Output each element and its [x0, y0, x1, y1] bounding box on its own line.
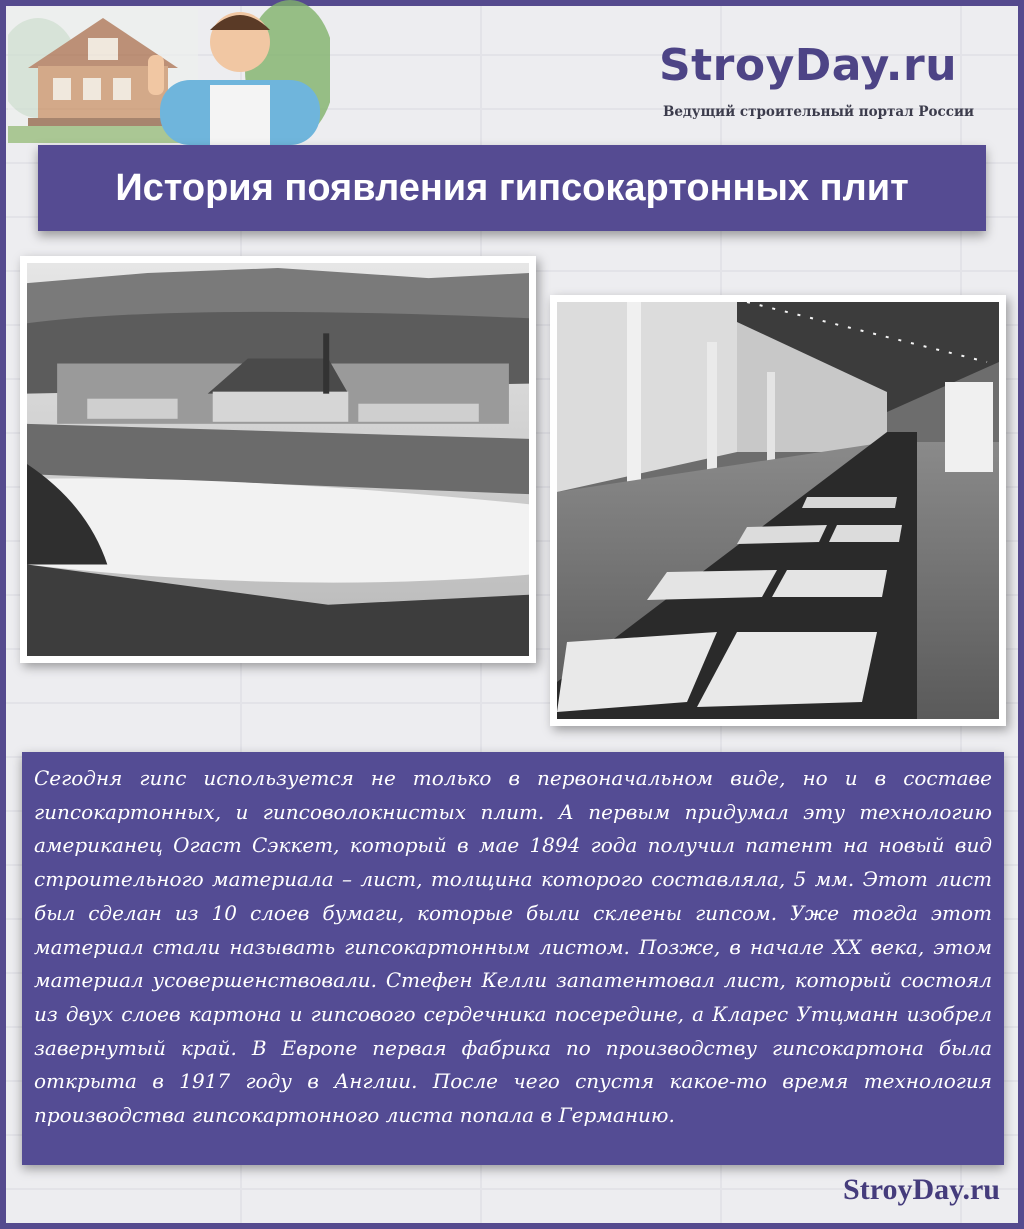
- article-text: Сегодня гипс используется не только в первоначальном виде, но и в составе гипсокартонных, и гипсоволокнистых плит. А первым придумал эту технологию американец Огаст Сэккет, который в мае 1894 года получил патент на новый вид строительного материала – лист, толщина которого составляла, 5 мм. Этот лист был сделан из 10 слоев бумаги, которые были склеены гипсом. Уже тогда этот материал стали называть гипсокартонным листом. Позже, в начале XX века, этом материал усовершенствовали. Стефен Келли запатентовал лист, который состоял из двух слоев картона и гипсового сердечника посередине, а Кларес Утцманн изобрел завернутый край. В Европе первая фабрика по производству гипсокартона была открыта в 1917 году в Англии. После чего спустя какое-то время технология производства гипсокартонного листа попала в Германию.: [34, 766, 992, 1128]
- page-title: История появления гипсокартонных плит: [115, 166, 909, 209]
- site-tagline: Ведущий строительный портал России: [662, 104, 974, 120]
- article-text-box: [22, 752, 1004, 1165]
- site-logo[interactable]: StroyDay.ru: [658, 40, 958, 91]
- production-line-photo: [550, 295, 1006, 726]
- worker-illustration: [140, 0, 330, 145]
- historic-factory-photo: [20, 256, 536, 663]
- header-logo-block: [658, 40, 974, 120]
- title-band: [38, 145, 986, 231]
- footer-logo[interactable]: StroyDay.ru: [843, 1173, 1000, 1206]
